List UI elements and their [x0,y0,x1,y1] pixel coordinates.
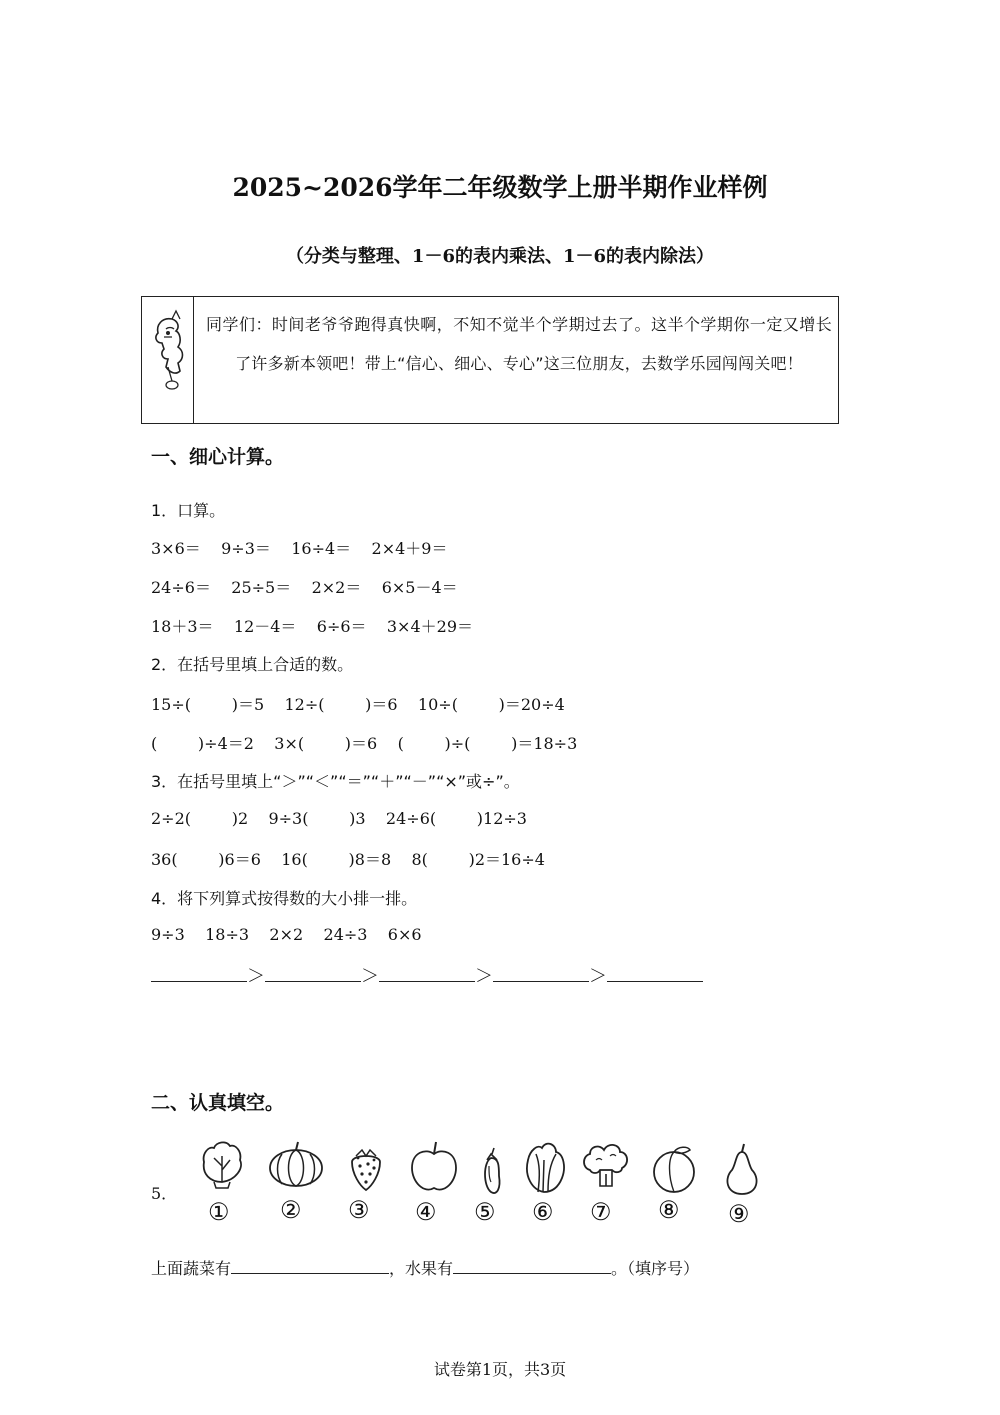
q1-row-2: 24÷6＝ 25÷5＝ 2×2＝ 6×5－4＝ [151,578,458,597]
produce-label-2: ② [280,1196,302,1224]
produce-label-1: ① [208,1198,230,1226]
produce-pictures [190,1136,770,1236]
produce-label-8: ⑧ [658,1196,680,1224]
q5-number: 5． [151,1184,178,1203]
q3-row-1: 2÷2( )2 9÷3( )3 24÷6( )12÷3 [151,809,527,828]
q3-row-2: 36( )6＝6 16( )8＝8 8( )2＝16÷4 [151,850,545,869]
q5-text-hint: 。（填序号） [611,1259,700,1278]
vegetables-answer-blank[interactable] [231,1259,389,1274]
q2-row-1: 15÷( )＝5 12÷( )＝6 10÷( )＝20÷4 [151,695,565,714]
page-title: 2025~2026学年二年级数学上册半期作业样例 [232,173,768,202]
q3-heading: 3．在括号里填上“＞”“＜”“＝”“＋”“－”“×”或÷”。 [151,772,520,791]
q2-row-2: ( )÷4＝2 3×( )＝6 ( )÷( )＝18÷3 [151,734,578,753]
q5-text-fruits: ，水果有 [389,1259,454,1278]
answer-blank[interactable] [607,967,703,982]
section-1-heading: 一、细心计算。 [151,446,285,468]
page-subtitle: （分类与整理、1－6的表内乘法、1－6的表内除法） [285,246,715,267]
section-2-heading: 二、认真填空。 [151,1092,285,1114]
produce-label-5: ⑤ [474,1198,496,1226]
q5-text-vegetables: 上面蔬菜有 [151,1259,232,1278]
produce-label-7: ⑦ [590,1198,612,1226]
q4-expressions: 9÷3 18÷3 2×2 24÷3 6×6 [151,925,422,944]
answer-blank[interactable] [493,967,589,982]
produce-label-6: ⑥ [532,1198,554,1226]
produce-label-3: ③ [348,1196,370,1224]
answer-blank[interactable] [151,967,247,982]
q2-heading: 2．在括号里填上合适的数。 [151,655,354,674]
greater-sign: ＞ [361,966,379,987]
produce-label-4: ④ [415,1198,437,1226]
q4-heading: 4．将下列算式按得数的大小排一排。 [151,889,418,908]
intro-box [141,296,839,424]
page-footer: 试卷第1页，共3页 [433,1360,567,1379]
answer-blank[interactable] [379,967,475,982]
q1-row-1: 3×6＝ 9÷3＝ 16÷4＝ 2×4＋9＝ [151,539,448,558]
greater-sign: ＞ [589,966,607,987]
answer-blank[interactable] [265,967,361,982]
cartoon-teacher-icon [142,297,194,423]
greater-sign: ＞ [475,966,493,987]
q5-fill-line [151,1256,699,1279]
greater-sign: ＞ [247,966,265,987]
produce-label-9: ⑨ [728,1200,750,1228]
q4-order-blanks [151,962,703,988]
q1-row-3: 18＋3＝ 12－4＝ 6÷6＝ 3×4＋29＝ [151,617,474,636]
q1-heading: 1．口算。 [151,501,226,520]
fruits-answer-blank[interactable] [453,1259,611,1274]
intro-text: 同学们：时间老爷爷跑得真快啊，不知不觉半个学期过去了。这半个学期你一定又增长了许多新本领吧！带上“信心、细心、专心”这三位朋友，去数学乐园闯闯关吧！ [206,315,832,373]
